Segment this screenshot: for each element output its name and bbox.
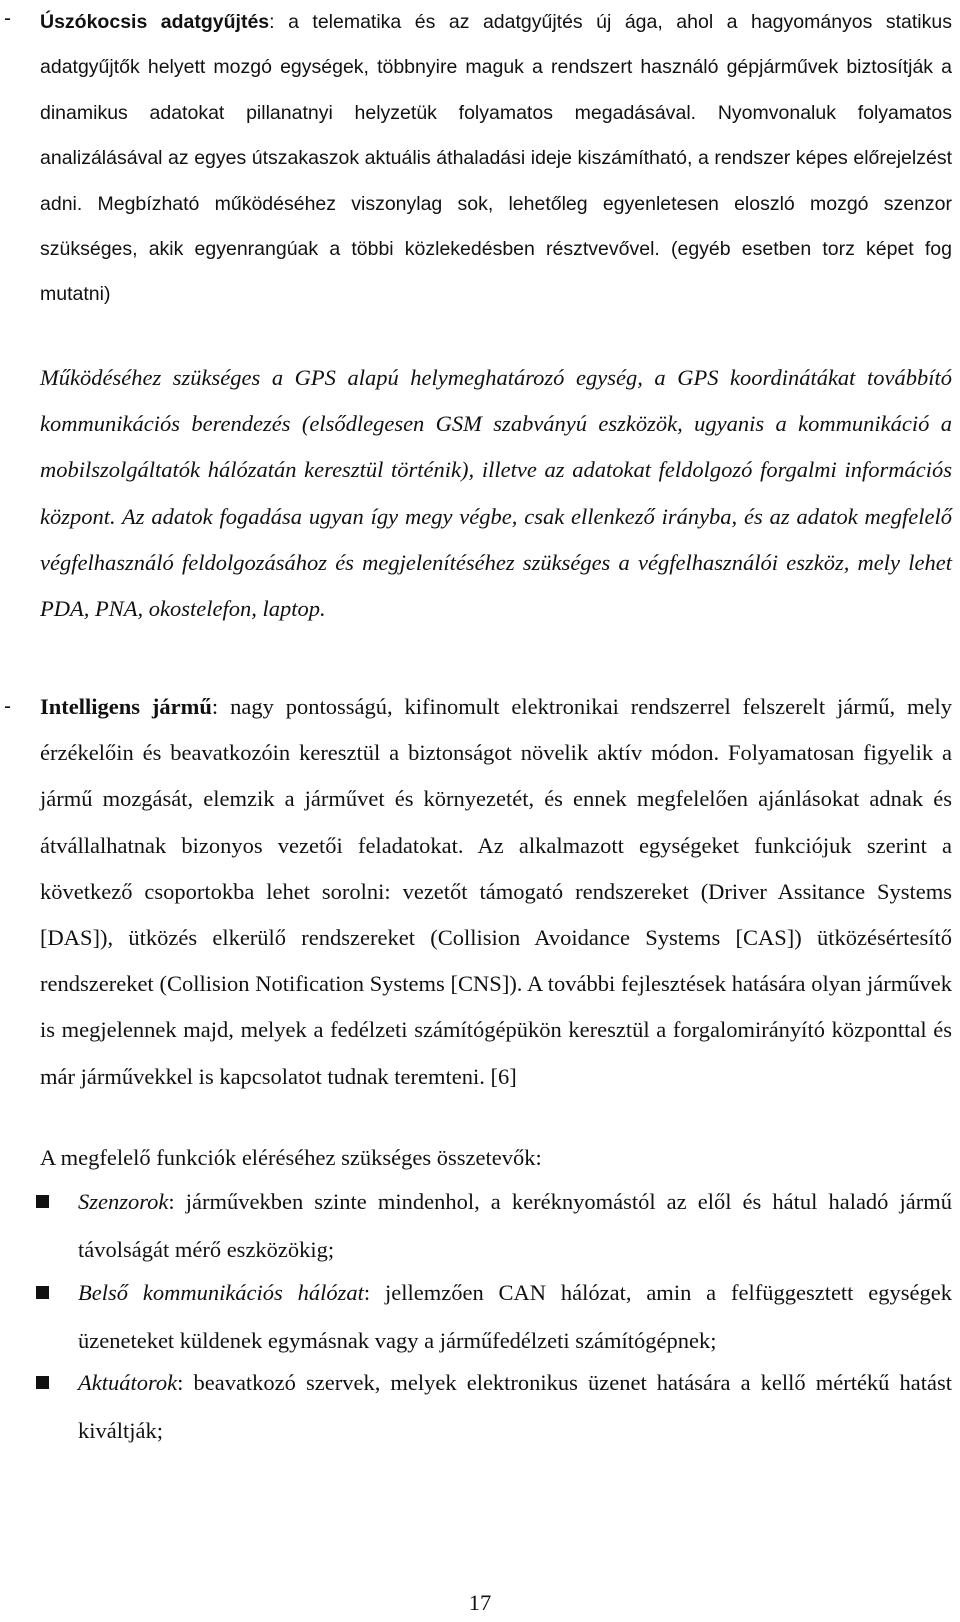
section-uszokocsis-text: a telematika és az adatgyűjtés új ága, ahol a hagyományos statikus adatgyűjtők helyett mozgó egységek, többnyire maguk a rendszert használó gépjárművek biztosítják a dinamikus adatokat pillanatnyi helyzetük folyamatos megadásával. Nyomvonaluk folyamatos analizálásával az egyes útszakaszok aktuális áthaladási ideje kiszámítható, a rendszer képes előrejelzést adni. Megbízható működéséhez viszonylag sok, lehetőleg egyenletesen eloszló mozgó szenzor szükséges, akik egyenrangúak a többi közlekedésben résztvevővel. (egyéb esetben torz képet fog mutatni) — [40, 11, 952, 306]
component-term: Szenzorok — [78, 1189, 169, 1214]
bullet-icon — [36, 1376, 49, 1389]
term-uszokocsis: Úszókocsis adatgyűjtés — [40, 11, 270, 33]
list-dash: - — [4, 695, 11, 718]
section-intelligens: Intelligens jármű: nagy pontosságú, kifinomult elektronikai rendszerrel felszerelt jármű, mely érzékelőin és beavatkozóin keresztül a biztonságot növelik aktív módon. Folyamatosan figyelik a jármű mozgását, elemzik a járművet és környezetét, és ennek megfelelően ajánlásokat adnak és átvállalhatnak bizonyos vezetői feladatokat. Az alkalmazott egységeket funkciójuk szerint a következő csoportokba lehet sorolni: vezetőt támogató rendszereket (Driver Assitance Systems [DAS]), ütközés elkerülő rendszereket (Collision Avoidance Systems [CAS]) ütközésértesítő rendszereket (Collision Notification Systems [CNS]). A további fejlesztések hatására olyan járművek is megjelennek majd, melyek a fedélzeti számítógépükön keresztül a forgalomirányító központtal és már járművekkel is kapcsolatot tudnak teremteni. [6] — [40, 694, 952, 1089]
components-intro: A megfelelő funkciók eléréséhez szükséges összetevők: — [40, 1145, 542, 1170]
component-item: Aktuátorok: beavatkozó szervek, melyek elektronikus üzenet hatására a kellő mértékű hatást kiváltják; — [78, 1370, 952, 1443]
page-number: 17 — [468, 1590, 492, 1615]
term-intelligens: Intelligens jármű — [40, 694, 212, 719]
bullet-icon — [36, 1286, 49, 1299]
bullet-icon — [36, 1195, 49, 1208]
component-item: Szenzorok: járművekben szinte mindenhol, a keréknyomástól az elől és hátul haladó jármű távolságát mérő eszközökig; — [78, 1189, 952, 1262]
section-intelligens-text: nagy pontosságú, kifinomult elektronikai rendszerrel felszerelt jármű, mely érzékelőin és beavatkozóin keresztül a biztonságot növelik aktív módon. Folyamatosan figyelik a jármű mozgását, elemzik a járművet és környezetét, és ennek megfelelően ajánlásokat adnak és átvállalhatnak bizonyos vezetői feladatokat. Az alkalmazott egységeket funkciójuk szerint a következő csoportokba lehet sorolni: vezetőt támogató rendszereket (Driver Assitance Systems [DAS]), ütközés elkerülő rendszereket (Collision Avoidance Systems [CAS]) ütközésértesítő rendszereket (Collision Notification Systems [CNS]). A további fejlesztések hatására olyan járművek is megjelennek majd, melyek a fedélzeti számítógépükön keresztül a forgalomirányító központtal és már járművekkel is kapcsolatot tudnak teremteni. [6] — [40, 694, 952, 1089]
list-dash: - — [4, 7, 11, 30]
component-term: Belső kommunikációs hálózat — [78, 1280, 364, 1305]
section-uszokocsis-italic: Működéséhez szükséges a GPS alapú helymeghatározó egység, a GPS koordinátákat továbbító kommunikációs berendezés (elsődlegesen GSM szabványú eszközök, ugyanis a kommunikáció a mobilszolgáltatók hálózatán keresztül történik), illetve az adatokat feldolgozó forgalmi információs központ. Az adatok fogadása ugyan így megy végbe, csak ellenkező irányba, és az adatok megfelelő végfelhasználó feldolgozásához és megjelenítéséhez szükséges a végfelhasználói eszköz, mely lehet PDA, PNA, okostelefon, laptop. — [40, 365, 952, 622]
component-item: Belső kommunikációs hálózat: jellemzően CAN hálózat, amin a felfüggesztett egységek üzeneteket küldenek egymásnak vagy a járműfedélzeti számítógépnek; — [78, 1280, 952, 1353]
section-uszokocsis: Úszókocsis adatgyűjtés: a telematika és az adatgyűjtés új ága, ahol a hagyományos statikus adatgyűjtők helyett mozgó egységek, többnyire maguk a rendszert használó gépjárművek biztosítják a dinamikus adatokat pillanatnyi helyzetük folyamatos megadásával. Nyomvonaluk folyamatos analizálásával az egyes útszakaszok aktuális áthaladási ideje kiszámítható, a rendszer képes előrejelzést adni. Megbízható működéséhez viszonylag sok, lehetőleg egyenletesen eloszló mozgó szenzor szükséges, akik egyenrangúak a többi közlekedésben résztvevővel. (egyéb esetben torz képet fog mutatni) — [40, 11, 952, 306]
component-term: Aktuátorok — [78, 1370, 178, 1395]
